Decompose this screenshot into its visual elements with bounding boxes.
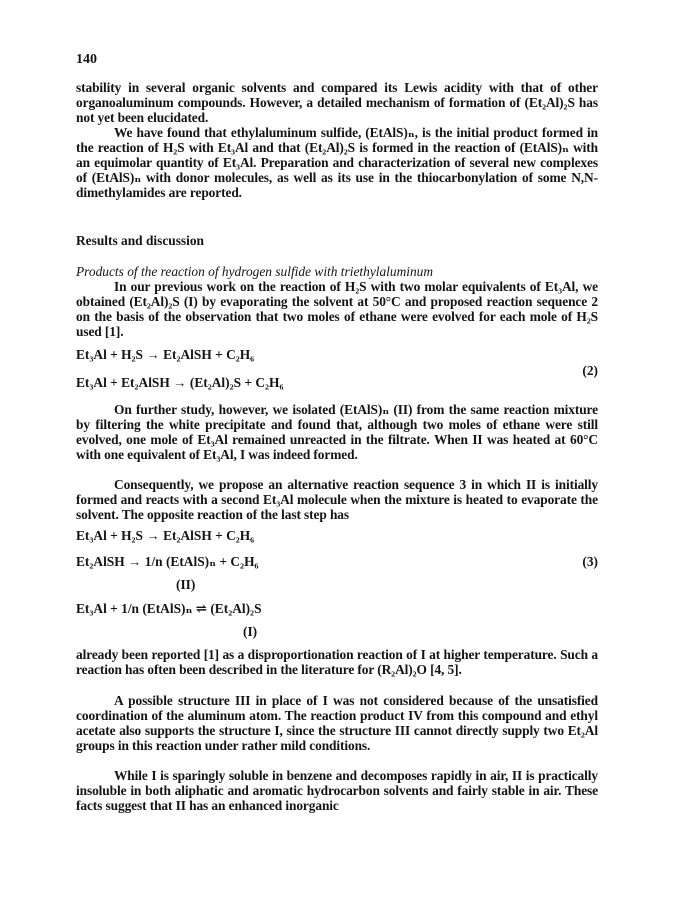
paragraph-consequently: Consequently, we propose an alternative reaction sequence 3 in which II is initially formed and reacts with a second Et₃Al molecule when the mixture is heated to evaporate the solvent. The opposite reaction of the last step has [76,477,598,522]
equation-3-line-2: Et₂AlSH → 1/n (EtAlS)ₙ + C₂H₆ [76,554,259,569]
paragraph-intro-text: stability in several organic solvents and compared its Lewis acidity with that of other organoaluminum compounds. However, a detailed mechanism of formation of (Et₂Al)₂S has not yet been elucidated. [76,80,598,125]
equation-2-line-2: Et₃Al + Et₂AlSH → (Et₂Al)₂S + C₂H₆ [76,375,284,390]
page-number: 140 [76,52,97,67]
compound-label-i: (I) [243,624,258,639]
paragraph-while: While I is sparingly soluble in benzene and decomposes rapidly in air, II is practically insoluble in both aliphatic and aromatic hydrocarbon solvents and fairly stable in air. These facts suggest that II has an enhanced inorganic [76,768,598,813]
paragraph-further: On further study, however, we isolated (EtAlS)ₙ (II) from the same reaction mixture by filtering the white precipitate and found that, although two moles of ethane were still evolved, one mole of Et₃Al remained unreacted in the filtrate. When II was heated at 60°C with one equivalent of Et₃Al, I was indeed formed. [76,402,598,462]
paragraph-found-text: We have found that ethylaluminum sulfide, (EtAlS)ₙ, is the initial product formed in the reaction of H₂S with Et₃Al and that (Et₂Al)₂S is formed in the reaction of (EtAlS)ₙ with an equimolar quantity of Et₃Al. Preparation and characterization of several new complexes of (EtAlS)ₙ with donor molecules, as well as its use in the thiocarbonylation of some N,N-dimethylamides are reported. [76,125,598,200]
equation-3-line-3: Et₃Al + 1/n (EtAlS)ₙ ⇌ (Et₂Al)₂S [76,601,262,616]
paragraph-intro [76,80,598,200]
paragraph-possible: A possible structure III in place of I was not considered because of the unsatisfied coordination of the aluminum atom. The reaction product IV from this compound and ethyl acetate also supports the structure I, since the structure III cannot directly supply two Et₂Al groups in this reaction under rather mild conditions. [76,693,598,753]
equation-3-line-1: Et₃Al + H₂S → Et₂AlSH + C₂H₆ [76,528,255,543]
section-heading: Results and discussion [76,233,205,248]
subsection-heading: Products of the reaction of hydrogen sulfide with triethylaluminum [76,264,434,279]
equation-3-number: (3) [582,554,598,569]
equation-2-number: (2) [582,363,598,378]
compound-label-ii: (II) [176,577,196,592]
equation-2-line-1: Et₃Al + H₂S → Et₂AlSH + C₂H₆ [76,347,255,362]
paragraph-already: already been reported [1] as a disproportionation reaction of I at higher temperature. Such a reaction has often been described in the literature for (R₂Al)₂O [4, 5]. [76,647,598,677]
paragraph-previous: In our previous work on the reaction of H₂S with two molar equivalents of Et₃Al, we obtained (Et₂Al)₂S (I) by evaporating the solvent at 50°C and proposed reaction sequence 2 on the basis of the observation that two moles of ethane were evolved for each mole of H₂S used [1]. [76,279,598,339]
